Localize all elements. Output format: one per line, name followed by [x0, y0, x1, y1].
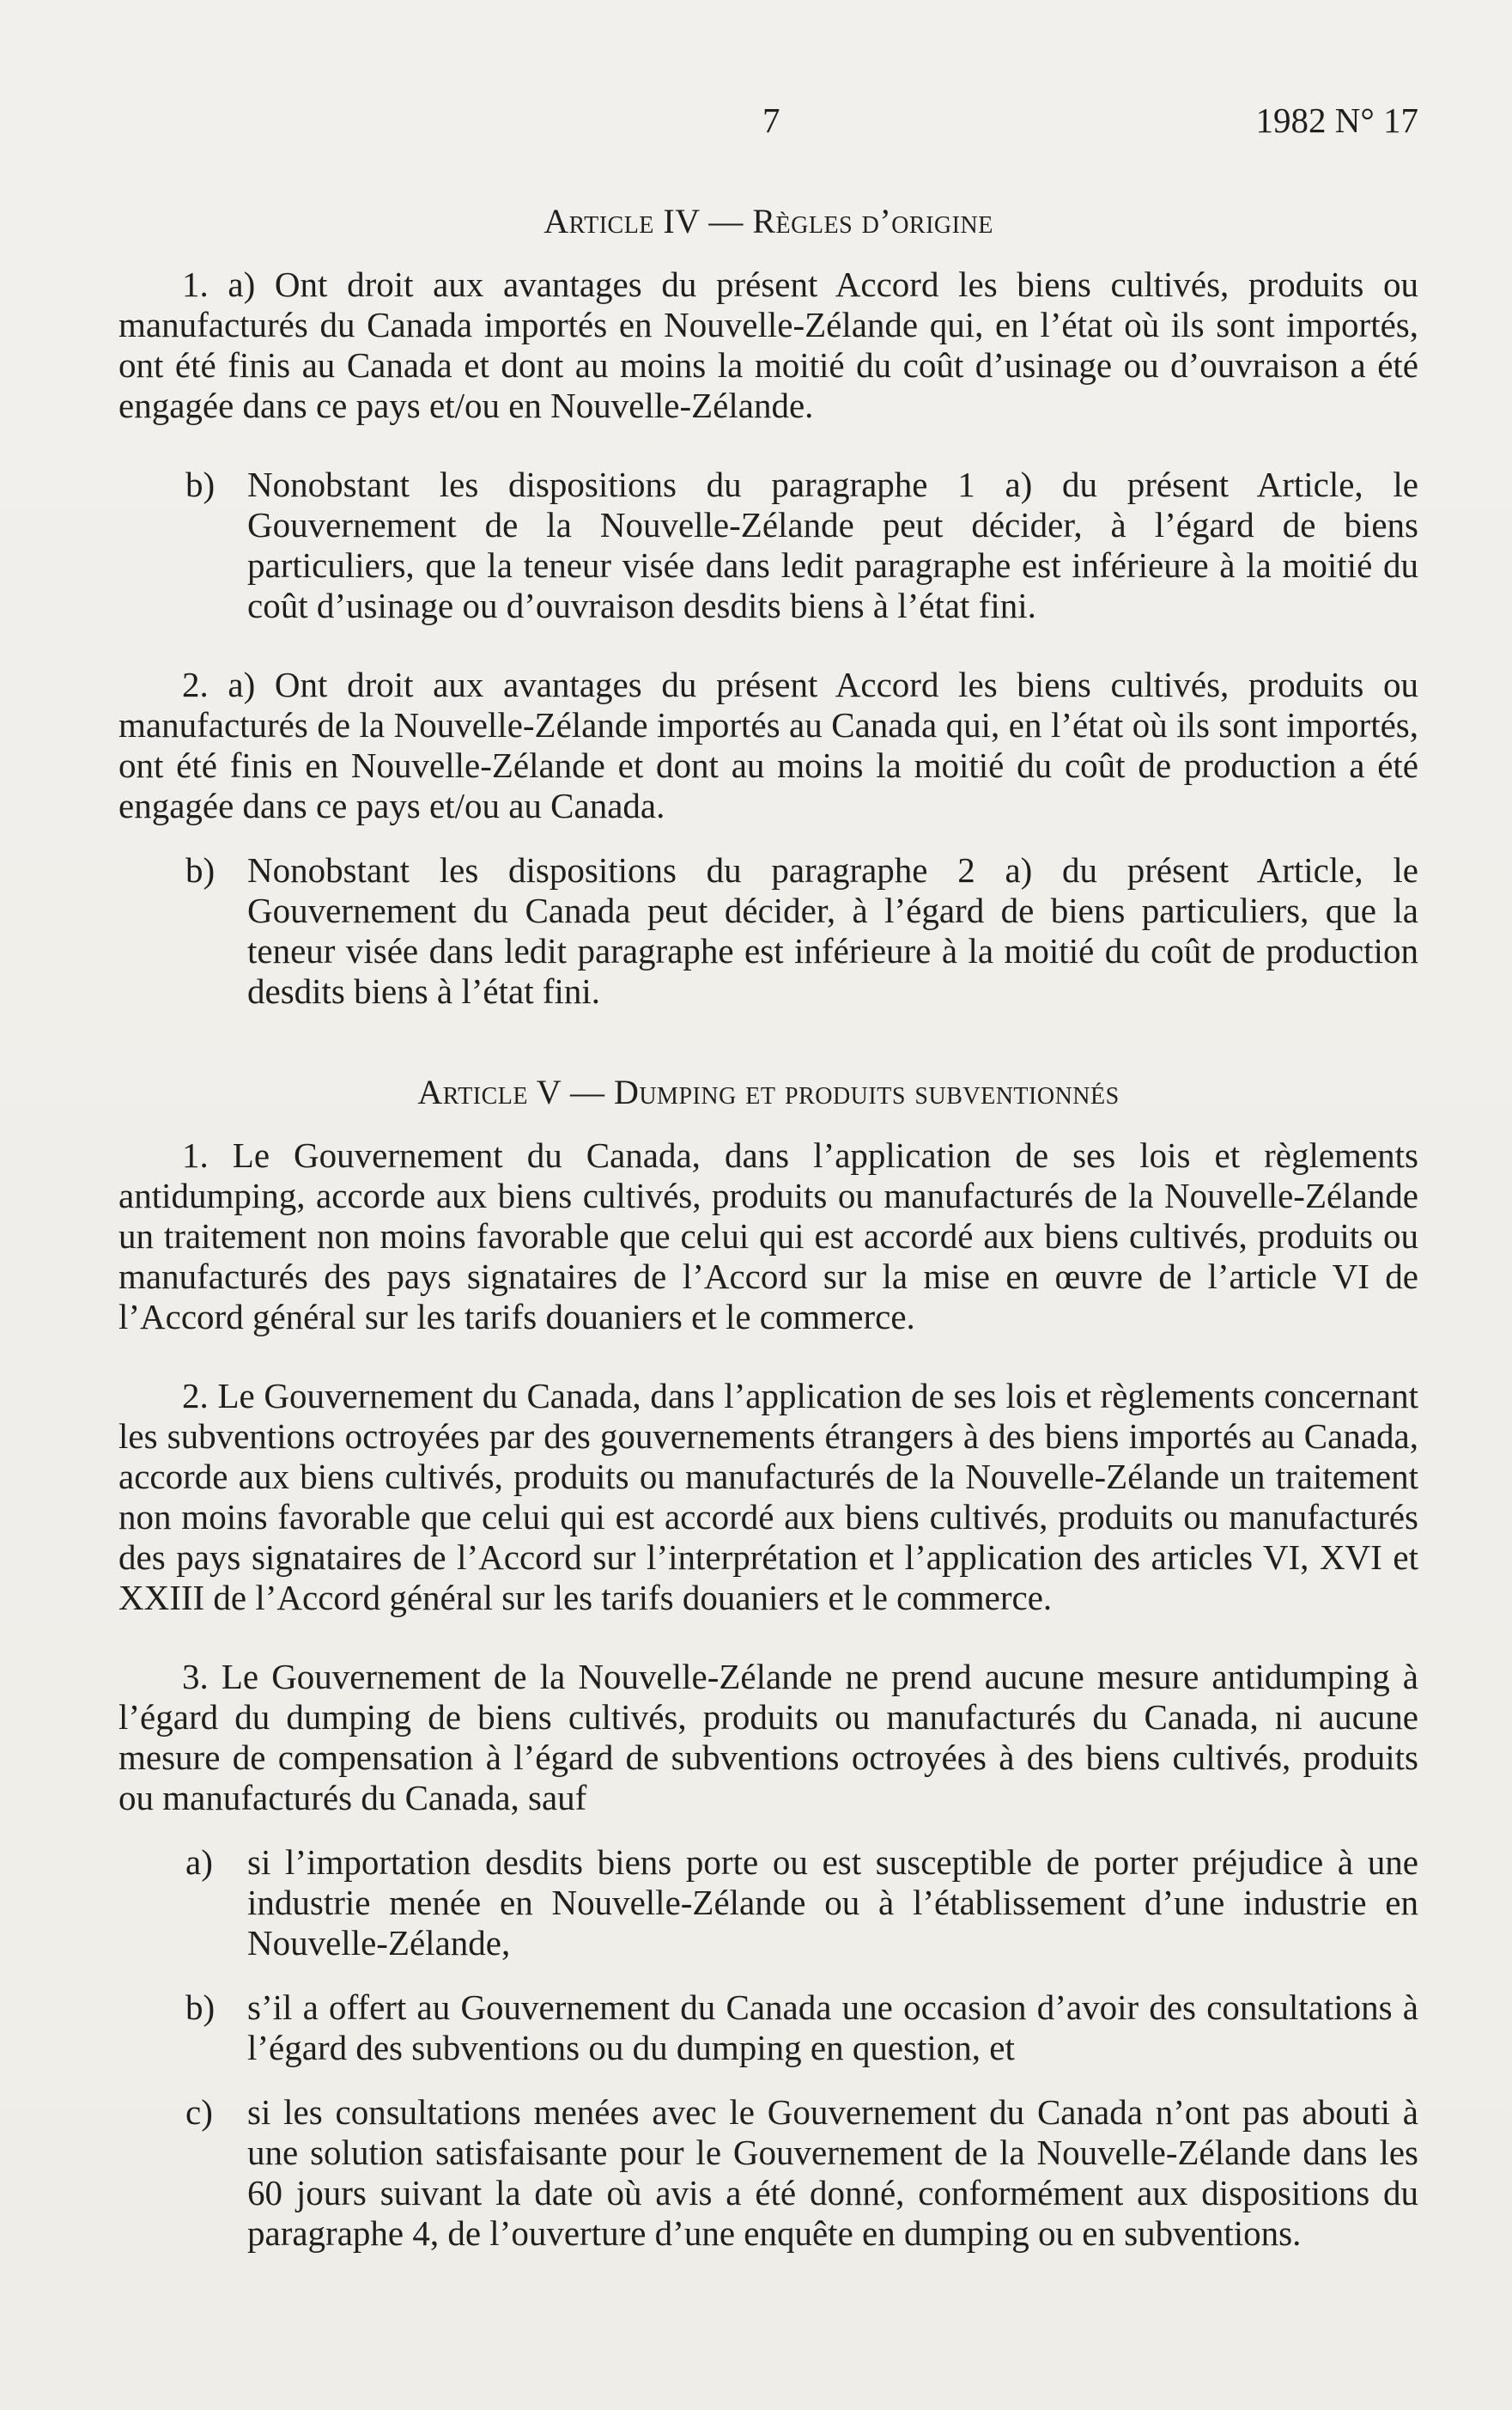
- article-v-heading: Article V — Dumping et produits subventionnés: [417, 1073, 1120, 1111]
- statute-reference: 1982 N° 17: [1255, 100, 1418, 140]
- article-v-paragraph-3a-text: si l’importation desdits biens porte ou est susceptible de porter préjudice à une industrie menée en Nouvelle-Zélande ou à l’établissement d’une industrie en Nouvelle-Zélande,: [247, 1842, 1418, 1963]
- article-iv-paragraph-2b-text: Nonobstant les dispositions du paragraphe 2 a) du présent Article, le Gouvernement du Canada peut décider, à l’égard de biens particuliers, que la teneur visée dans ledit paragraphe est inférieure à la moitié du coût de production desdits biens à l’état fini.: [247, 850, 1418, 1011]
- article-v-paragraph-2: 2. Le Gouvernement du Canada, dans l’application de ses lois et règlements concernant les subventions octroyées par des gouvernements étrangers à des biens importés au Canada, accorde aux biens cultivés, produits ou manufacturés de la Nouvelle-Zélande un traitement non moins favorable que celui qui est accordé aux biens cultivés, produits ou manufacturés des pays signataires de l’Accord sur l’interprétation et l’application des articles VI, XVI et XXIII de l’Accord général sur les tarifs douaniers et le commerce.: [118, 1376, 1418, 1617]
- article-iv-paragraph-2b: [185, 850, 1418, 1012]
- article-v-paragraph-3: 3. Le Gouvernement de la Nouvelle-Zélande ne prend aucune mesure antidumping à l’égard du dumping de biens cultivés, produits ou manufacturés du Canada, ni aucune mesure de compensation à l’égard de subventions octroyées à des biens cultivés, produits ou manufacturés du Canada, sauf: [118, 1657, 1418, 1817]
- article-v-paragraph-3b: [185, 1987, 1418, 2068]
- article-iv-paragraph-1b: [185, 465, 1418, 626]
- article-v-paragraph-3a-label: a): [185, 1842, 213, 1882]
- article-iv-paragraph-1b-text: Nonobstant les dispositions du paragraphe 1 a) du présent Article, le Gouvernement de la Nouvelle-Zélande peut décider, à l’égard de biens particuliers, que la teneur visée dans ledit paragraphe est inférieure à la moitié du coût d’usinage ou d’ouvraison desdits biens à l’état fini.: [247, 465, 1418, 625]
- article-v-paragraph-3c-label: c): [185, 2092, 213, 2132]
- article-iv-paragraph-1a: 1. a) Ont droit aux avantages du présent Accord les biens cultivés, produits ou manufacturés du Canada importés en Nouvelle-Zélande qui, en l’état où ils sont importés, ont été finis au Canada et dont au moins la moitié du coût d’usinage ou d’ouvraison a été engagée dans ce pays et/ou en Nouvelle-Zélande.: [118, 265, 1418, 425]
- article-iv-heading: Article IV — Règles d’origine: [543, 202, 993, 240]
- article-v-paragraph-3c-text: si les consultations menées avec le Gouvernement du Canada n’ont pas abouti à une solution satisfaisante pour le Gouvernement de la Nouvelle-Zélande dans les 60 jours suivant la date où avis a été donné, conformément aux dispositions du paragraphe 4, de l’ouverture d’une enquête en dumping ou en subventions.: [247, 2092, 1418, 2253]
- article-iv-paragraph-1b-label: b): [185, 465, 216, 504]
- article-v-paragraph-3c: [185, 2092, 1418, 2254]
- article-v-paragraph-3b-text: s’il a offert au Gouvernement du Canada une occasion d’avoir des consultations à l’égard des subventions ou du dumping en question, et: [247, 1987, 1418, 2067]
- document-body: [118, 199, 1418, 2254]
- page-number: 7: [762, 100, 780, 140]
- running-header: [118, 96, 1418, 144]
- article-iv-paragraph-2b-label: b): [185, 850, 216, 890]
- article-iv-paragraph-2a: 2. a) Ont droit aux avantages du présent Accord les biens cultivés, produits ou manufacturés de la Nouvelle-Zélande importés au Canada qui, en l’état où ils sont importés, ont été finis en Nouvelle-Zélande et dont au moins la moitié du coût de production a été engagée dans ce pays et/ou au Canada.: [118, 665, 1418, 825]
- article-v-paragraph-1: 1. Le Gouvernement du Canada, dans l’application de ses lois et règlements antidumping, accorde aux biens cultivés, produits ou manufacturés de la Nouvelle-Zélande un traitement non moins favorable que celui qui est accordé aux biens cultivés, produits ou manufacturés des pays signataires de l’Accord sur la mise en œuvre de l’article VI de l’Accord général sur les tarifs douaniers et le commerce.: [118, 1135, 1418, 1336]
- article-v-paragraph-3b-label: b): [185, 1987, 216, 2027]
- article-v-paragraph-3a: [185, 1842, 1418, 1963]
